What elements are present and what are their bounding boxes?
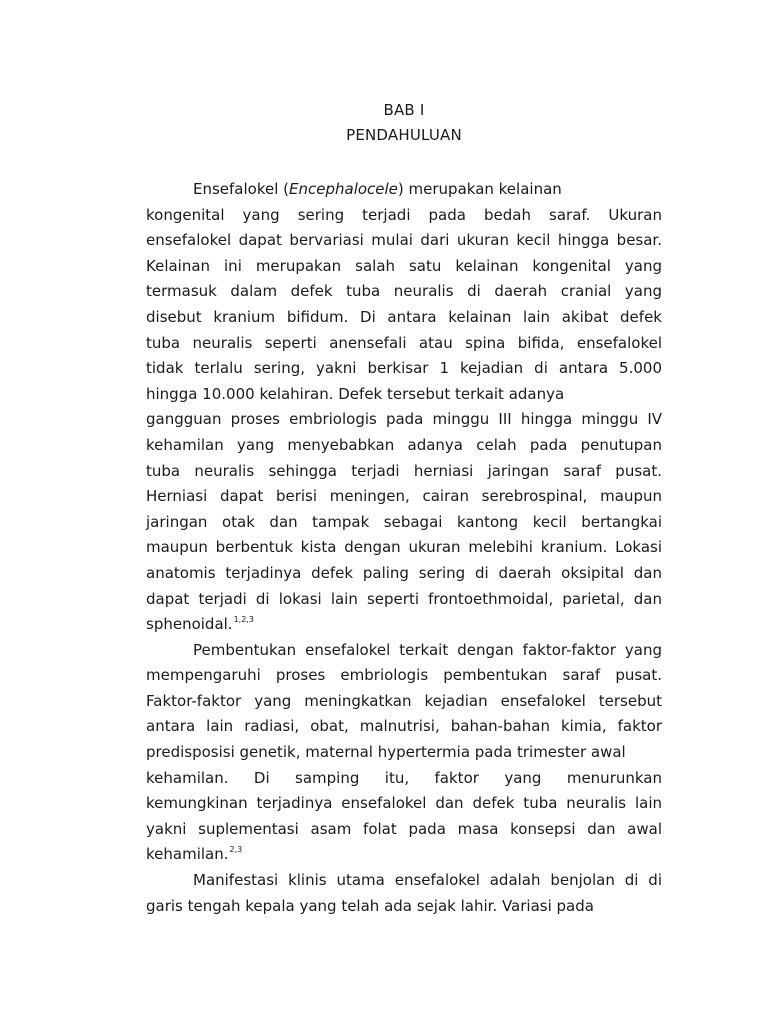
text-run: tuba neuralis seperti anensefali atau spina bifida, ensefalokel bbox=[146, 333, 662, 352]
text-run: kehamilan. bbox=[146, 845, 229, 864]
body-text bbox=[146, 180, 662, 922]
text-line bbox=[146, 666, 662, 692]
text-line bbox=[146, 487, 662, 513]
text-line bbox=[146, 180, 662, 206]
text-run: kehamilan yang menyebabkan adanya celah pada penutupan bbox=[146, 435, 662, 454]
text-run: dapat terjadi di lokasi lain seperti frontoethmoidal, parietal, dan bbox=[146, 589, 662, 608]
text-line bbox=[146, 231, 662, 257]
text-run: termasuk dalam defek tuba neuralis di daerah cranial yang bbox=[146, 282, 662, 301]
text-run: kemungkinan terjadinya ensefalokel dan defek tuba neuralis lain bbox=[146, 794, 662, 813]
text-run: ensefalokel dapat bervariasi mulai dari ukuran kecil hingga besar. bbox=[146, 231, 662, 250]
text-run: sphenoidal. bbox=[146, 615, 233, 634]
text-run: tidak terlalu sering, yakni berkisar 1 kejadian di antara 5.000 bbox=[146, 359, 662, 378]
text-run: garis tengah kepala yang telah ada sejak lahir. Variasi pada bbox=[146, 896, 594, 915]
text-line bbox=[146, 538, 662, 564]
text-run: jaringan otak dan tampak sebagai kantong kecil bertangkai bbox=[146, 512, 662, 531]
text-line bbox=[146, 641, 662, 667]
chapter-heading: BAB I bbox=[383, 101, 425, 119]
text-line bbox=[146, 359, 662, 385]
citation-superscript: 1,2,3 bbox=[233, 615, 254, 625]
text-line bbox=[146, 513, 662, 539]
chapter-title: PENDAHULUAN bbox=[346, 126, 462, 144]
text-line bbox=[146, 564, 662, 590]
text-run: yakni suplementasi asam folat pada masa konsepsi dan awal bbox=[146, 819, 662, 838]
text-line bbox=[146, 334, 662, 360]
text-line bbox=[146, 385, 662, 411]
text-run: Manifestasi klinis utama ensefalokel adalah benjolan di di bbox=[193, 871, 662, 890]
text-line bbox=[146, 794, 662, 820]
text-line bbox=[146, 462, 662, 488]
text-run: Kelainan ini merupakan salah satu kelainan kongenital yang bbox=[146, 256, 662, 275]
text-run: predisposisi genetik, maternal hypertermia pada trimester awal bbox=[146, 743, 626, 762]
text-line bbox=[146, 692, 662, 718]
text-line bbox=[146, 769, 662, 795]
text-run: ) merupakan kelainan bbox=[397, 180, 562, 198]
text-run: maupun berbentuk kista dengan ukuran melebihi kranium. Lokasi bbox=[146, 538, 662, 557]
text-run: Ensefalokel ( bbox=[193, 180, 290, 198]
text-run: disebut kranium bifidum. Di antara kelainan lain akibat defek bbox=[146, 307, 662, 326]
text-line bbox=[146, 717, 662, 743]
text-run: gangguan proses embriologis pada minggu III hingga minggu IV bbox=[146, 410, 662, 429]
text-run: Faktor-faktor yang meningkatkan kejadian ensefalokel tersebut bbox=[146, 691, 662, 710]
text-line bbox=[146, 590, 662, 616]
text-line bbox=[146, 436, 662, 462]
text-line bbox=[146, 257, 662, 283]
text-run: anatomis terjadinya defek paling sering di daerah oksipital dan bbox=[146, 563, 662, 582]
text-line bbox=[146, 282, 662, 308]
text-line bbox=[146, 820, 662, 846]
text-line bbox=[146, 871, 662, 897]
text-run: mempengaruhi proses embriologis pembentukan saraf pusat. bbox=[146, 666, 662, 685]
text-run: antara lain radiasi, obat, malnutrisi, bahan-bahan kimia, faktor bbox=[146, 717, 662, 736]
italic-term: Encephalocele bbox=[289, 180, 398, 198]
text-run: Pembentukan ensefalokel terkait dengan faktor-faktor yang bbox=[193, 640, 662, 659]
text-line bbox=[146, 308, 662, 334]
text-line bbox=[146, 845, 662, 871]
text-run: tuba neuralis sehingga terjadi herniasi jaringan saraf pusat. bbox=[146, 461, 662, 480]
text-line bbox=[146, 206, 662, 232]
text-line bbox=[146, 897, 662, 923]
text-line bbox=[146, 743, 662, 769]
text-run: hingga 10.000 kelahiran. Defek tersebut terkait adanya bbox=[146, 384, 565, 403]
citation-superscript: 2,3 bbox=[229, 845, 243, 855]
text-run: kongenital yang sering terjadi pada bedah saraf. Ukuran bbox=[146, 205, 662, 224]
text-run: Herniasi dapat berisi meningen, cairan serebrospinal, maupun bbox=[146, 487, 662, 506]
text-line bbox=[146, 410, 662, 436]
text-run: kehamilan. Di samping itu, faktor yang menurunkan bbox=[146, 768, 662, 787]
text-line bbox=[146, 615, 662, 641]
